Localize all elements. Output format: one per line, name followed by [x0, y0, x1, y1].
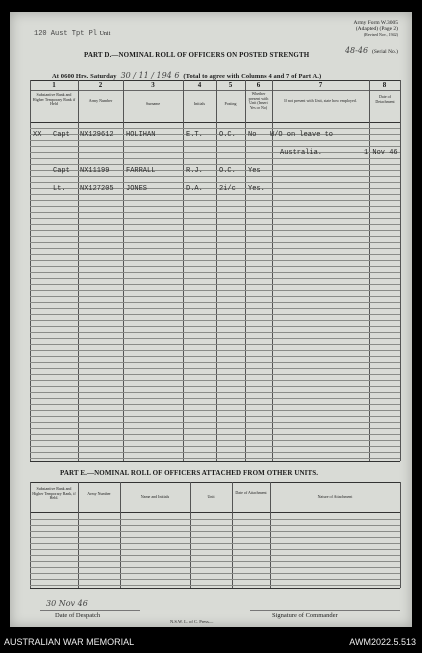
- ruled-line: [30, 404, 400, 405]
- e-col-header-rank: Substantive Rank and Higher Temporary Rank, if Held.: [32, 486, 76, 500]
- ruled-line: [30, 531, 400, 532]
- ruled-line: [30, 266, 400, 267]
- ruled-line: [30, 537, 400, 538]
- ruled-line: [30, 380, 400, 381]
- ruled-line: [30, 356, 400, 357]
- ruled-line: [30, 525, 400, 526]
- ruled-line: [30, 236, 400, 237]
- row-initials: D.A.: [186, 185, 203, 193]
- row-present: Yes.: [248, 185, 265, 193]
- col-header-army-number: Army Number: [88, 98, 113, 103]
- serial-label: (Serial No.): [372, 49, 398, 55]
- row-surname: JONES: [126, 185, 148, 193]
- row-present: Yes: [248, 167, 261, 175]
- ruled-line: [30, 549, 400, 550]
- row-initials: R.J.: [186, 167, 203, 175]
- despatch-label: Date of Despatch: [55, 612, 101, 619]
- part-e-bottom-border: [30, 588, 400, 589]
- ruled-line: [30, 326, 400, 327]
- ruled-line: [30, 224, 400, 225]
- ruled-line: [30, 194, 400, 195]
- row-posting: O.C.: [219, 167, 236, 175]
- ruled-line: [30, 296, 400, 297]
- ruled-line: [30, 350, 400, 351]
- ruled-line: [30, 338, 400, 339]
- ruled-line: [30, 302, 400, 303]
- col-num-1: 1: [52, 81, 56, 89]
- printer-mark: N.S.W. L. of C. Press—: [170, 619, 214, 624]
- ruled-line: [30, 278, 400, 279]
- despatch-date-value: 30 Nov 46: [46, 599, 88, 608]
- ruled-line: [30, 158, 400, 159]
- part-d-number-row-border: [30, 90, 400, 91]
- ruled-line: [30, 368, 400, 369]
- signature-line: [250, 610, 400, 611]
- ruled-line: [30, 230, 400, 231]
- signature-label: Signature of Commander: [272, 612, 338, 619]
- ruled-line: [30, 128, 400, 129]
- col-num-3: 3: [151, 81, 155, 89]
- ruled-line: [30, 140, 400, 141]
- col-num-5: 5: [228, 81, 233, 89]
- unit-label: Unit: [99, 31, 111, 37]
- ruled-line: [30, 410, 400, 411]
- serial-value: 48-46: [344, 46, 369, 55]
- ruled-line: [30, 242, 400, 243]
- col-header-detachment: Date of Detachment: [375, 94, 395, 104]
- ruled-line: [30, 206, 400, 207]
- e-col-header-date: Date of Attachment: [235, 490, 267, 495]
- row-employed: W/O on leave to: [270, 131, 334, 139]
- ruled-line: [30, 284, 400, 285]
- row-posting: O.C.: [219, 131, 236, 139]
- ruled-line: [30, 212, 400, 213]
- ruled-line: [30, 218, 400, 219]
- row-surname: FARRALL: [126, 167, 156, 175]
- row-surname: HOLIHAN: [126, 131, 156, 139]
- row-rank: Capt: [53, 167, 70, 175]
- ruled-line: [30, 422, 400, 423]
- despatch-line: [40, 610, 140, 611]
- part-e-header-bottom-border: [30, 512, 400, 513]
- part-d-bottom-border: [30, 461, 400, 462]
- row-posting: 2i/c: [219, 185, 236, 193]
- ruled-line: [30, 392, 400, 393]
- ruled-line: [30, 579, 400, 580]
- form-line-1: Army Form W.3005: [353, 20, 398, 26]
- row-army-number: NX11199: [80, 167, 110, 175]
- ruled-line: [30, 272, 400, 273]
- ruled-line: [30, 398, 400, 399]
- col-header-surname: Surname: [145, 101, 161, 106]
- ruled-line: [30, 446, 400, 447]
- e-col-header-name: Name and Initials: [140, 494, 170, 499]
- ruled-line: [30, 314, 400, 315]
- ruled-line: [30, 152, 400, 153]
- ruled-line: [30, 248, 400, 249]
- ruled-line: [30, 260, 400, 261]
- ruled-line: [30, 561, 400, 562]
- col-num-8: 8: [382, 81, 387, 89]
- unit-line: [34, 28, 110, 38]
- row-initials: E.T.: [186, 131, 203, 139]
- row-employed: Australia.: [280, 149, 323, 157]
- at-date: 30 / 11 / 194 6: [120, 71, 180, 80]
- col-num-2: 2: [98, 81, 103, 89]
- ruled-line: [30, 164, 400, 165]
- archive-id: AWM2022.5.513: [349, 637, 416, 647]
- col-header-employed: If not present with Unit, state how employed.: [284, 98, 357, 103]
- ruled-line: [30, 519, 400, 520]
- ruled-line: [30, 290, 400, 291]
- ruled-line: [30, 452, 400, 453]
- ruled-line: [30, 573, 400, 574]
- ruled-line: [30, 374, 400, 375]
- e-col-line-6: [400, 482, 401, 588]
- part-d-header-bottom-border: [30, 122, 400, 123]
- row-prefix: XX: [33, 131, 42, 139]
- row-army-number: NX129612: [80, 131, 114, 139]
- col-header-present: Whether present with Unit (Insert Yes or No): [248, 91, 269, 110]
- ruled-line: [30, 176, 400, 177]
- ruled-line: [30, 440, 400, 441]
- ruled-line: [30, 332, 400, 333]
- unit-value: 120 Aust Tpt Pl: [34, 30, 98, 38]
- col-line-8: [400, 80, 401, 461]
- e-col-header-nature: Nature of Attachment: [317, 494, 353, 499]
- col-num-4: 4: [197, 81, 202, 89]
- part-e-top-border: [30, 482, 400, 483]
- col-num-7: 7: [318, 81, 323, 89]
- row-present: No: [248, 131, 257, 139]
- e-col-header-unit: Unit: [207, 494, 215, 499]
- ruled-line: [30, 254, 400, 255]
- ruled-line: [30, 344, 400, 345]
- ruled-line: [30, 458, 400, 459]
- ruled-line: [30, 182, 400, 183]
- ruled-line: [30, 567, 400, 568]
- row-rank: Capt: [53, 131, 70, 139]
- part-d-title: PART D.—NOMINAL ROLL OF OFFICERS ON POSTED STRENGTH: [84, 51, 310, 59]
- form-line-3: (Revised Nov., 1942): [363, 32, 398, 37]
- row-rank: Lt.: [53, 185, 66, 193]
- e-col-header-army-number: Army Number: [87, 491, 111, 496]
- row-army-number: NX127205: [80, 185, 114, 193]
- ruled-line: [30, 434, 400, 435]
- army-form-ref: [354, 20, 398, 38]
- ruled-line: [30, 200, 400, 201]
- at-line-suffix: (Total to agree with Columns 4 and 7 of Part A.): [183, 73, 322, 80]
- ruled-line: [30, 146, 400, 147]
- ruled-line: [30, 362, 400, 363]
- col-header-posting: Posting: [224, 101, 237, 106]
- ruled-line: [30, 416, 400, 417]
- col-header-initials: Initials: [193, 101, 206, 106]
- row-detachment-date: 1 Nov 46: [364, 149, 398, 157]
- part-e-title: PART E.—NOMINAL ROLL OF OFFICERS ATTACHED FROM OTHER UNITS.: [60, 469, 319, 477]
- ruled-line: [30, 320, 400, 321]
- at-line-prefix: At 0600 Hrs. Saturday: [52, 73, 117, 80]
- serial-number: [345, 40, 398, 58]
- ruled-line: [30, 555, 400, 556]
- ruled-line: [30, 428, 400, 429]
- ruled-line: [30, 308, 400, 309]
- ruled-line: [30, 543, 400, 544]
- ruled-line: [30, 585, 400, 586]
- col-header-rank: Substantive Rank and Higher Temporary Rank if Held: [32, 92, 76, 106]
- col-num-6: 6: [256, 81, 261, 89]
- ruled-line: [30, 386, 400, 387]
- archive-credit: AUSTRALIAN WAR MEMORIAL: [4, 637, 135, 647]
- form-line-2: (Adapted) (Page 2): [355, 26, 398, 32]
